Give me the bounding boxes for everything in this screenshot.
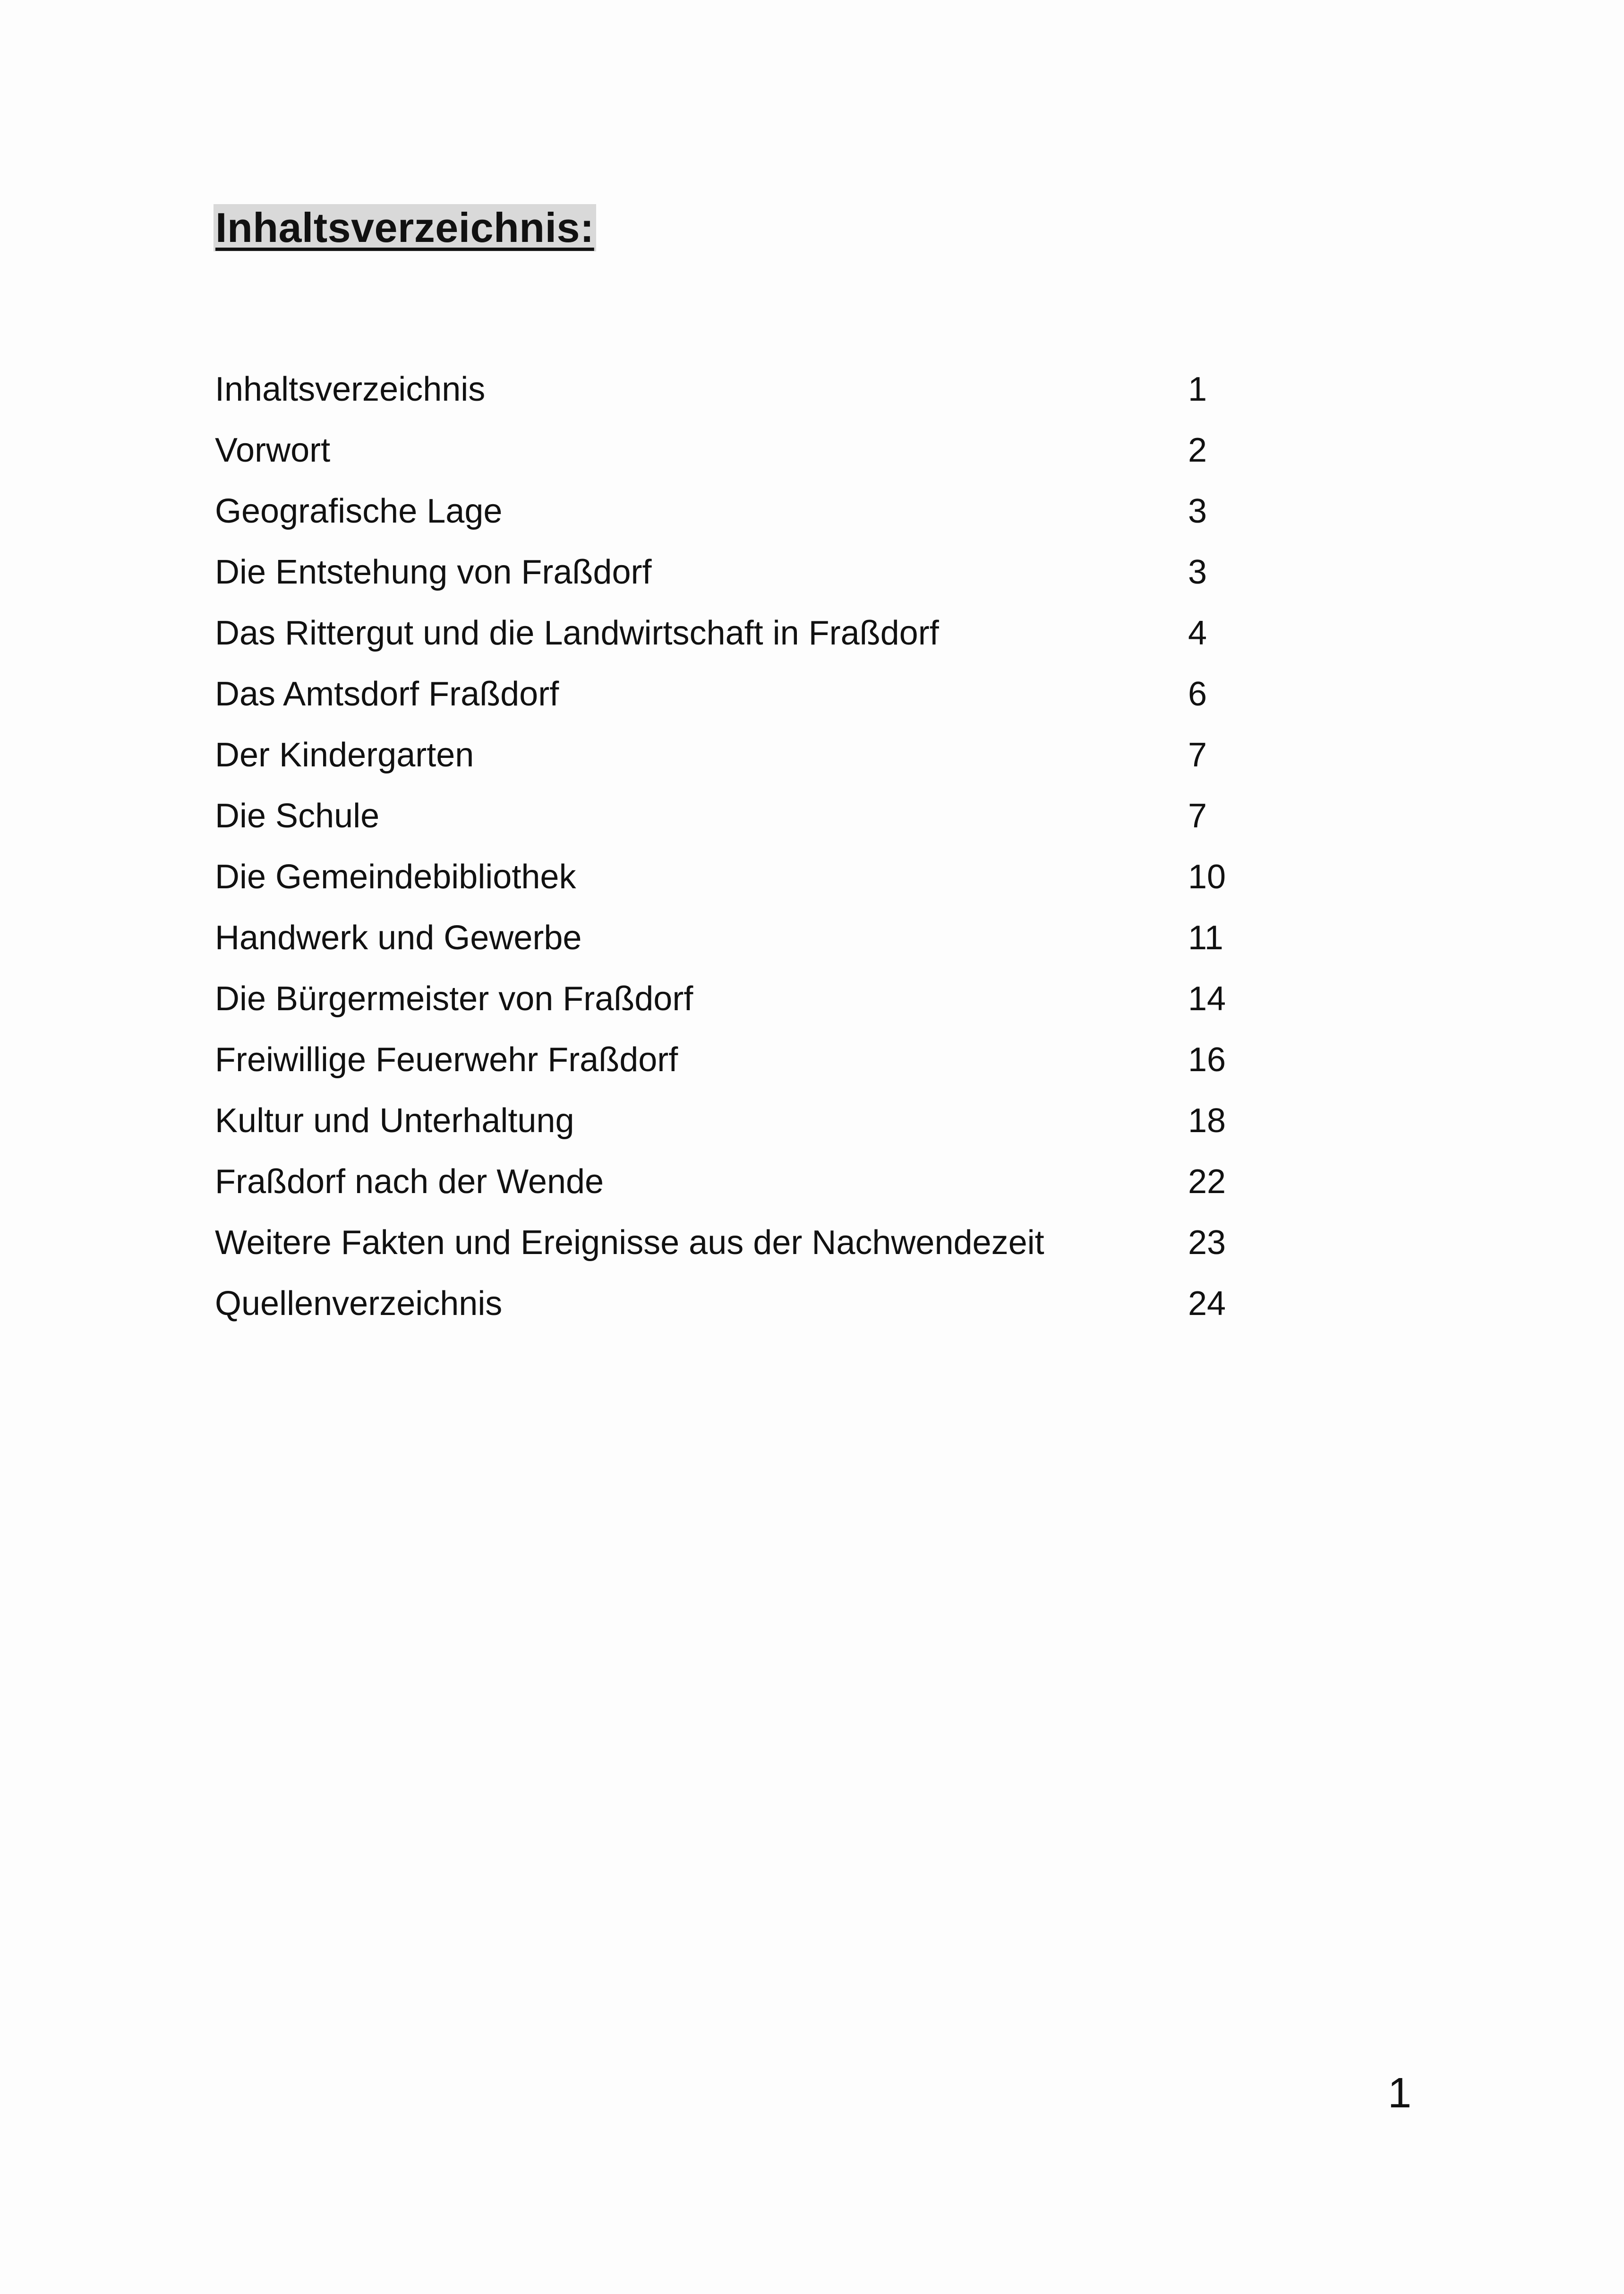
toc-entry-page: 2 <box>1188 431 1207 469</box>
toc-entry-title: Die Schule <box>215 797 380 835</box>
table-of-contents <box>215 359 1254 1334</box>
toc-entry <box>215 786 1254 847</box>
toc-entry-title: Inhaltsverzeichnis <box>215 370 486 408</box>
toc-entry <box>215 908 1254 969</box>
toc-entry-title: Die Gemeindebibliothek <box>215 858 576 896</box>
toc-entry-page: 7 <box>1188 797 1207 835</box>
toc-entry-title: Das Amtsdorf Fraßdorf <box>215 675 559 713</box>
toc-entry <box>215 420 1254 481</box>
toc-entry-title: Fraßdorf nach der Wende <box>215 1163 604 1201</box>
toc-entry-title: Weitere Fakten und Ereignisse aus der Nachwendezeit <box>215 1224 1044 1262</box>
toc-entry-title: Das Rittergut und die Landwirtschaft in Fraßdorf <box>215 614 939 652</box>
toc-entry <box>215 725 1254 786</box>
toc-entry-page: 6 <box>1188 675 1207 713</box>
toc-entry-page: 11 <box>1188 919 1223 957</box>
toc-entry-page: 7 <box>1188 736 1207 774</box>
toc-entry-title: Der Kindergarten <box>215 736 474 774</box>
toc-entry <box>215 969 1254 1030</box>
toc-entry-page: 3 <box>1188 553 1207 591</box>
toc-entry-title: Geografische Lage <box>215 492 503 530</box>
toc-entry-title: Die Bürgermeister von Fraßdorf <box>215 980 693 1018</box>
toc-entry-page: 23 <box>1188 1224 1226 1262</box>
toc-entry-page: 3 <box>1188 492 1207 530</box>
toc-entry-page: 24 <box>1188 1285 1226 1323</box>
toc-entry <box>215 1212 1254 1273</box>
toc-entry-page: 16 <box>1188 1041 1226 1079</box>
page-number: 1 <box>1388 2070 1412 2117</box>
toc-entry <box>215 1091 1254 1151</box>
toc-heading: Inhaltsverzeichnis: <box>214 204 596 251</box>
toc-entry-title: Handwerk und Gewerbe <box>215 919 582 957</box>
toc-entry-page: 4 <box>1188 614 1207 652</box>
toc-entry <box>215 1273 1254 1334</box>
toc-entry <box>215 1151 1254 1212</box>
toc-entry-page: 1 <box>1188 370 1207 408</box>
toc-entry <box>215 664 1254 725</box>
toc-entry-page: 10 <box>1188 858 1226 896</box>
toc-entry <box>215 1030 1254 1091</box>
toc-entry-page: 18 <box>1188 1102 1226 1140</box>
toc-entry <box>215 603 1254 664</box>
toc-entry-title: Freiwillige Feuerwehr Fraßdorf <box>215 1041 678 1079</box>
toc-entry-title: Die Entstehung von Fraßdorf <box>215 553 652 591</box>
toc-entry-title: Vorwort <box>215 431 331 469</box>
toc-entry <box>215 542 1254 603</box>
toc-entry-page: 14 <box>1188 980 1226 1018</box>
toc-entry <box>215 481 1254 542</box>
toc-entry-title: Kultur und Unterhaltung <box>215 1102 574 1140</box>
toc-entry <box>215 847 1254 908</box>
toc-entry <box>215 359 1254 420</box>
toc-entry-title: Quellenverzeichnis <box>215 1285 503 1323</box>
toc-entry-page: 22 <box>1188 1163 1226 1201</box>
